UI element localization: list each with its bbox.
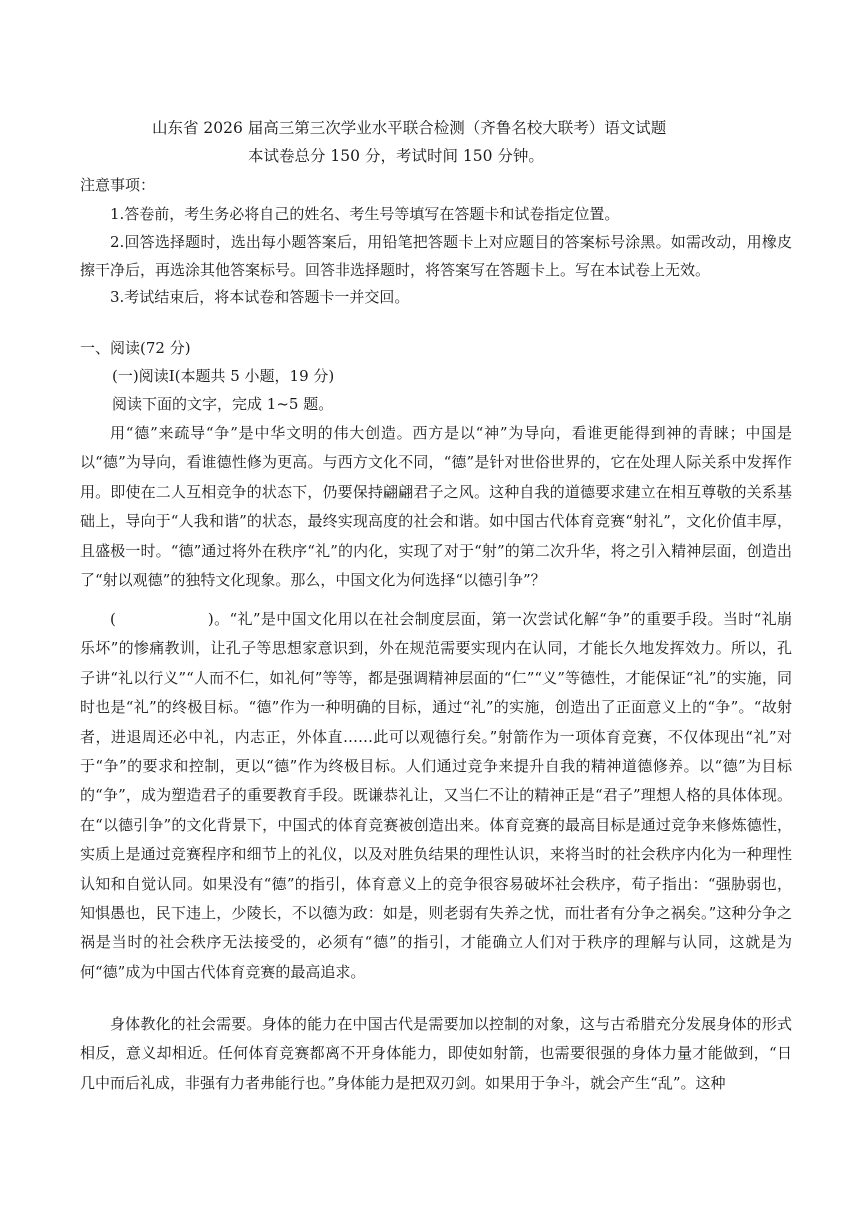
exam-subtitle: 本试卷总分 150 分，考试时间 150 分钟。: [248, 147, 544, 165]
passage-paragraph-2: [80, 605, 792, 987]
passage-paragraph-2-text: “礼”是中国文化用以在社会制度层面，第一次尝试化解“争”的重要手段。当时“礼崩乐坏”的惨痛教训，让孔子等思想家意识到，外在规范需要实现内在认同，才能长久地发挥效力。所以，孔子讲“礼以行义”“人而不仁，如礼何”等等，都是强调精神层面的“仁”“义”等德性，才能保证“礼”的实施，同时也是“礼”的终极目标。“德”作为一种明确的目标，通过“礼”的实施，创造出了正面意义上的“争”。“故射者，进退周还必中礼，内志正，外体直……此可以观德行矣。”射箭作为一项体育竞赛，不仅体现出“礼”对于“争”的要求和控制，更以“德”作为终极目标。人们通过竞争来提升自我的精神道德修养。以“德”为目标的“争”，成为塑造君子的重要教育手段。既谦恭礼让，又当仁不让的精神正是“君子”理想人格的具体体现。在“以德引争”的文化背景下，中国式的体育竞赛被创造出来。体育竞赛的最高目标是通过竞争来修炼德性，实质上是通过竞赛程序和细节上的礼仪，以及对胜负结果的理性认识，来将当时的社会秩序内化为一种理性认知和自觉认同。如果没有“德”的指引，体育意义上的竞争很容易破坏社会秩序，荀子指出：“强胁弱也，知惧愚也，民下违上，少陵长，不以德为政：如是，则老弱有失养之忧，而壮者有分争之祸矣。”这种分争之祸是当时的社会秩序无法接受的，必须有“德”的指引，才能确立人们对于秩序的理解与认同，这就是为何“德”成为中国古代体育竞赛的最高追求。: [80, 610, 792, 981]
note-item-1: 1.答卷前，考生务必将自己的姓名、考生号等填写在答题卡和试卷指定位置。: [110, 205, 620, 223]
note-item-2: 2.回答选择题时，选出每小题答案后，用铅笔把答题卡上对应题目的答案标号涂黑。如需改动，用橡皮擦干净后，再选涂其他答案标号。回答非选择题时，将答案写在答题卡上。写在本试卷上无效。: [80, 233, 792, 279]
notes-heading: 注意事项：: [80, 176, 156, 194]
section-heading: 一、阅读(72 分): [80, 339, 191, 357]
exam-title: 山东省 2026 届高三第三次学业水平联合检测（齐鲁名校大联考）语文试题: [152, 119, 667, 137]
answer-blank-open: (: [110, 610, 116, 628]
passage-paragraph-1: 用“德”来疏导“争”是中华文明的伟大创造。西方是以“神”为导向，看谁更能得到神的青睐；中国是以“德”为导向，看谁德性修为更高。与西方文化不同，“德”是针对世俗世界的，它在处理人际关系中发挥作用。即使在二人互相竞争的状态下，仍要保持翩翩君子之风。这种自我的道德要求建立在相互尊敬的关系基础上，导向于“人我和谐”的状态，最终实现高度的社会和谐。如中国古代体育竞赛“射礼”，文化价值丰厚，且盛极一时。“德”通过将外在秩序“礼”的内化，实现了对于“射”的第二次升华，将之引入精神层面，创造出了“射以观德”的独特文化现象。那么，中国文化为何选择“以德引争”？: [80, 424, 792, 590]
passage-paragraph-3: 身体教化的社会需要。身体的能力在中国古代是需要加以控制的对象，这与古希腊充分发展身体的形式相反，意义却相近。任何体育竞赛都离不开身体能力，即使如射箭，也需要很强的身体力量才能做到，“日几中而后礼成，非强有力者弗能行也。”身体能力是把双刃剑。如果用于争斗，就会产生“乱”。这种: [80, 1015, 792, 1092]
subsection-heading: (一)阅读Ⅰ(本题共 5 小题，19 分): [112, 367, 335, 385]
answer-blank-close: )。: [207, 610, 230, 628]
reading-instruction: 阅读下面的文字，完成 1~5 题。: [112, 395, 334, 413]
note-item-3: 3.考试结束后，将本试卷和答题卡一并交回。: [110, 288, 410, 306]
